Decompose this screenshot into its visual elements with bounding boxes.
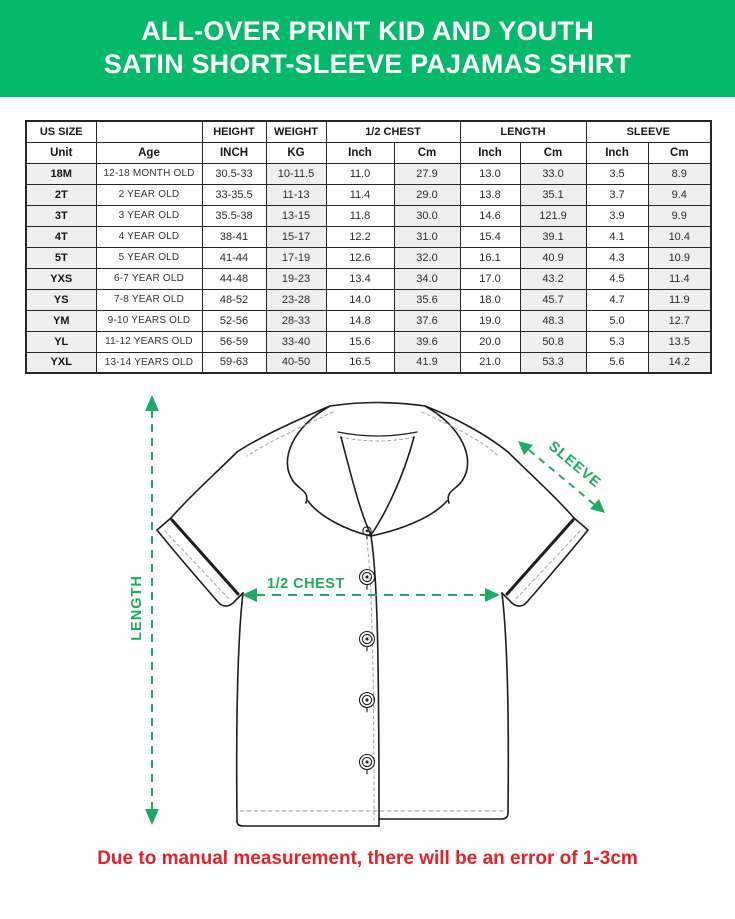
size-row-cell: 11.4 bbox=[326, 184, 394, 205]
size-chart-table-body bbox=[26, 163, 711, 373]
size-row-cell: 10.4 bbox=[648, 226, 711, 247]
size-row-cell: 23-28 bbox=[266, 289, 326, 310]
pajama-shirt-illustration bbox=[157, 403, 588, 827]
size-row-cell: 17-19 bbox=[266, 247, 326, 268]
size-row-cell: 40.9 bbox=[520, 247, 586, 268]
size-row-cell: 41-44 bbox=[202, 247, 266, 268]
group-header-row bbox=[26, 121, 711, 142]
length-arrow-label: LENGTH bbox=[129, 575, 145, 641]
size-row bbox=[26, 163, 711, 184]
size-row-cell: 11.8 bbox=[326, 205, 394, 226]
size-row-cell: 15.4 bbox=[460, 226, 520, 247]
unit-header-row bbox=[26, 142, 711, 163]
size-row-cell: 4T bbox=[26, 226, 96, 247]
size-row-cell: 16.5 bbox=[326, 352, 394, 373]
size-row-cell: 15-17 bbox=[266, 226, 326, 247]
size-row-cell: 19-23 bbox=[266, 268, 326, 289]
size-row-cell: 3 YEAR OLD bbox=[96, 205, 202, 226]
size-row-cell: 13-15 bbox=[266, 205, 326, 226]
size-row-cell: 14.6 bbox=[460, 205, 520, 226]
unit-header-row-cell: INCH bbox=[202, 142, 266, 163]
unit-header-row-cell: Unit bbox=[26, 142, 96, 163]
size-row-cell: 3.7 bbox=[586, 184, 648, 205]
size-row-cell: 33-35.5 bbox=[202, 184, 266, 205]
size-row-cell: 29.0 bbox=[394, 184, 460, 205]
size-row-cell: 7-8 YEAR OLD bbox=[96, 289, 202, 310]
size-row-cell: 56-59 bbox=[202, 331, 266, 352]
shirt-button-icon bbox=[360, 755, 375, 775]
size-row-cell: 44-48 bbox=[202, 268, 266, 289]
size-row-cell: 18.0 bbox=[460, 289, 520, 310]
shirt-collar bbox=[237, 403, 508, 537]
size-row-cell: 35.5-38 bbox=[202, 205, 266, 226]
size-chart-table-head bbox=[26, 121, 711, 163]
size-row-cell: 16.1 bbox=[460, 247, 520, 268]
size-row-cell: 13-14 YEARS OLD bbox=[96, 352, 202, 373]
size-row-cell: 39.6 bbox=[394, 331, 460, 352]
size-row bbox=[26, 289, 711, 310]
size-row-cell: 21.0 bbox=[460, 352, 520, 373]
size-row bbox=[26, 310, 711, 331]
size-row-cell: 48-52 bbox=[202, 289, 266, 310]
arrowhead-up-icon bbox=[145, 395, 159, 411]
unit-header-row-cell: Inch bbox=[326, 142, 394, 163]
group-header-row-cell: 1/2 CHEST bbox=[326, 121, 460, 142]
size-row-cell: YM bbox=[26, 310, 96, 331]
size-row-cell: 5.6 bbox=[586, 352, 648, 373]
length-arrow bbox=[129, 395, 159, 825]
size-row-cell: 50.8 bbox=[520, 331, 586, 352]
group-header-row-cell bbox=[96, 121, 202, 142]
size-row-cell: YXL bbox=[26, 352, 96, 373]
size-row bbox=[26, 268, 711, 289]
size-row-cell: 12.7 bbox=[648, 310, 711, 331]
size-row-cell: 31.0 bbox=[394, 226, 460, 247]
size-row-cell: 121.9 bbox=[520, 205, 586, 226]
size-row-cell: 28-33 bbox=[266, 310, 326, 331]
sleeve-arrow bbox=[518, 438, 605, 513]
unit-header-row-cell: Age bbox=[96, 142, 202, 163]
size-row-cell: 2 YEAR OLD bbox=[96, 184, 202, 205]
size-row-cell: 8.9 bbox=[648, 163, 711, 184]
size-row-cell: 11.4 bbox=[648, 268, 711, 289]
size-row-cell: 11.0 bbox=[326, 163, 394, 184]
shirt-button-icon bbox=[360, 632, 375, 652]
size-row-cell: 9.9 bbox=[648, 205, 711, 226]
unit-header-row-cell: Cm bbox=[520, 142, 586, 163]
size-row-cell: 38-41 bbox=[202, 226, 266, 247]
size-row bbox=[26, 205, 711, 226]
size-row-cell: 27.9 bbox=[394, 163, 460, 184]
size-row-cell: 30.5-33 bbox=[202, 163, 266, 184]
group-header-row-cell: HEIGHT bbox=[202, 121, 266, 142]
size-row-cell: 2T bbox=[26, 184, 96, 205]
size-row-cell: YS bbox=[26, 289, 96, 310]
size-row-cell: 20.0 bbox=[460, 331, 520, 352]
half-chest-arrow-label: 1/2 CHEST bbox=[267, 576, 345, 592]
page-title-line1: ALL-OVER PRINT KID AND YOUTH bbox=[141, 16, 594, 47]
size-chart-table bbox=[25, 120, 712, 374]
unit-header-row-cell: Inch bbox=[586, 142, 648, 163]
size-row-cell: 43.2 bbox=[520, 268, 586, 289]
size-row-cell: 13.0 bbox=[460, 163, 520, 184]
shirt-left-sleeve bbox=[157, 452, 243, 606]
size-row-cell: 9-10 YEARS OLD bbox=[96, 310, 202, 331]
sleeve-arrow-label: SLEEVE bbox=[545, 438, 604, 492]
size-row-cell: 17.0 bbox=[460, 268, 520, 289]
size-row-cell: 11.9 bbox=[648, 289, 711, 310]
size-row-cell: 13.4 bbox=[326, 268, 394, 289]
size-row-cell: 10-11.5 bbox=[266, 163, 326, 184]
size-row-cell: 33-40 bbox=[266, 331, 326, 352]
size-row-cell: 14.8 bbox=[326, 310, 394, 331]
arrowhead-upleft-icon bbox=[518, 441, 533, 455]
size-row-cell: 4.3 bbox=[586, 247, 648, 268]
arrowhead-down-icon bbox=[145, 809, 159, 825]
size-row-cell: 14.2 bbox=[648, 352, 711, 373]
arrowhead-left-icon bbox=[242, 588, 257, 602]
size-row bbox=[26, 247, 711, 268]
size-row bbox=[26, 184, 711, 205]
size-row-cell: 30.0 bbox=[394, 205, 460, 226]
size-row-cell: 19.0 bbox=[460, 310, 520, 331]
size-row-cell: 12.6 bbox=[326, 247, 394, 268]
size-row-cell: 15.6 bbox=[326, 331, 394, 352]
size-row-cell: 12.2 bbox=[326, 226, 394, 247]
size-row-cell: 35.6 bbox=[394, 289, 460, 310]
size-row-cell: 12-18 MONTH OLD bbox=[96, 163, 202, 184]
size-row-cell: 9.4 bbox=[648, 184, 711, 205]
size-row-cell: 3.9 bbox=[586, 205, 648, 226]
size-row-cell: 11-12 YEARS OLD bbox=[96, 331, 202, 352]
size-row-cell: 6-7 YEAR OLD bbox=[96, 268, 202, 289]
size-row-cell: 13.5 bbox=[648, 331, 711, 352]
size-row-cell: 4 YEAR OLD bbox=[96, 226, 202, 247]
size-row-cell: 39.1 bbox=[520, 226, 586, 247]
size-row-cell: 13.8 bbox=[460, 184, 520, 205]
group-header-row-cell: WEIGHT bbox=[266, 121, 326, 142]
size-row-cell: 33.0 bbox=[520, 163, 586, 184]
shirt-button-icon bbox=[360, 570, 375, 590]
title-banner bbox=[0, 0, 735, 97]
size-row-cell: 5.3 bbox=[586, 331, 648, 352]
size-row-cell: 4.7 bbox=[586, 289, 648, 310]
size-row-cell: 18M bbox=[26, 163, 96, 184]
size-row-cell: YXS bbox=[26, 268, 96, 289]
size-row-cell: 11-13 bbox=[266, 184, 326, 205]
arrowhead-right-icon bbox=[485, 588, 500, 602]
size-row bbox=[26, 226, 711, 247]
shirt-button-icon bbox=[360, 693, 375, 713]
group-header-row-cell: LENGTH bbox=[460, 121, 586, 142]
size-row-cell: 59-63 bbox=[202, 352, 266, 373]
size-row-cell: 41.9 bbox=[394, 352, 460, 373]
size-row-cell: 5T bbox=[26, 247, 96, 268]
unit-header-row-cell: KG bbox=[266, 142, 326, 163]
unit-header-row-cell: Cm bbox=[394, 142, 460, 163]
size-row-cell: 5 YEAR OLD bbox=[96, 247, 202, 268]
arrowhead-downright-icon bbox=[590, 499, 605, 513]
size-row bbox=[26, 331, 711, 352]
size-row-cell: 45.7 bbox=[520, 289, 586, 310]
size-row-cell: 35.1 bbox=[520, 184, 586, 205]
page-title-line2: SATIN SHORT-SLEEVE PAJAMAS SHIRT bbox=[103, 49, 632, 79]
size-row-cell: 4.1 bbox=[586, 226, 648, 247]
size-row-cell: 40-50 bbox=[266, 352, 326, 373]
group-header-row-cell: US SIZE bbox=[26, 121, 96, 142]
size-row-cell: 52-56 bbox=[202, 310, 266, 331]
measurement-diagram bbox=[0, 384, 735, 844]
size-row-cell: 34.0 bbox=[394, 268, 460, 289]
size-row-cell: 3T bbox=[26, 205, 96, 226]
size-row-cell: 4.5 bbox=[586, 268, 648, 289]
group-header-row-cell: SLEEVE bbox=[586, 121, 711, 142]
size-row-cell: 53.3 bbox=[520, 352, 586, 373]
size-row bbox=[26, 352, 711, 373]
size-chart-section bbox=[25, 120, 710, 374]
shirt-placket bbox=[367, 536, 379, 826]
size-row-cell: 48.3 bbox=[520, 310, 586, 331]
size-row-cell: 32.0 bbox=[394, 247, 460, 268]
unit-header-row-cell: Cm bbox=[648, 142, 711, 163]
size-row-cell: 3.5 bbox=[586, 163, 648, 184]
size-row-cell: 14.0 bbox=[326, 289, 394, 310]
measurement-error-note: Due to manual measurement, there will be an error of 1-3cm bbox=[97, 848, 638, 869]
size-row-cell: 10.9 bbox=[648, 247, 711, 268]
unit-header-row-cell: Inch bbox=[460, 142, 520, 163]
size-row-cell: YL bbox=[26, 331, 96, 352]
size-row-cell: 5.0 bbox=[586, 310, 648, 331]
size-row-cell: 37.6 bbox=[394, 310, 460, 331]
